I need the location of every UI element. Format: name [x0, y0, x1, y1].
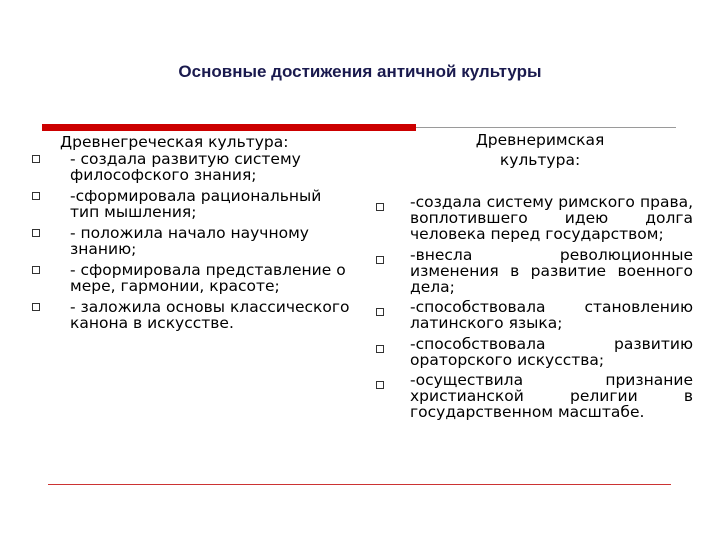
list-item-text: -осуществила признание христианской религии в государственном масштабе.: [410, 371, 693, 422]
list-item-text: - сформировала представление о мере, гармонии, красоте;: [70, 260, 346, 295]
list-item-text: - создала развитую систему философского знания;: [70, 149, 301, 184]
square-bullet-icon: [32, 266, 40, 274]
list-item: [44, 299, 354, 332]
list-item: [410, 336, 693, 368]
list-item: [44, 151, 354, 184]
list-item-text: -сформировала рациональный тип мышления;: [70, 186, 322, 221]
list-item-text: -создала систему римского права, воплотившего идею долга человека перед государством;: [410, 193, 693, 244]
roman-heading-line1: Древнеримская: [475, 131, 605, 149]
list-item: [44, 262, 354, 295]
square-bullet-icon: [376, 203, 384, 211]
square-bullet-icon: [376, 308, 384, 316]
list-item-text: -способствовала развитию ораторского искусства;: [410, 334, 693, 369]
square-bullet-icon: [32, 192, 40, 200]
roman-culture-list: [410, 194, 693, 421]
square-bullet-icon: [32, 229, 40, 237]
square-bullet-icon: [376, 256, 384, 264]
list-item-text: - положила начало научному знанию;: [70, 223, 309, 258]
accent-bar: [42, 124, 416, 131]
divider-line: [416, 127, 676, 128]
list-item-text: -внесла революционные изменения в развитие военного дела;: [410, 245, 693, 297]
greek-culture-list: [44, 134, 354, 332]
roman-heading: [410, 130, 670, 170]
list-item: [410, 372, 693, 421]
list-item: [410, 247, 693, 296]
list-item: [44, 188, 354, 221]
list-item: [410, 299, 693, 331]
square-bullet-icon: [376, 345, 384, 353]
slide-title: Основные достижения античной культуры: [178, 62, 542, 81]
square-bullet-icon: [32, 155, 40, 163]
list-item: [410, 194, 693, 243]
bottom-divider: [48, 484, 671, 485]
list-item-text: - заложила основы классического канона в искусстве.: [70, 297, 350, 332]
list-item-text: -способствовала становлению латинского языка;: [410, 298, 693, 333]
roman-heading-line2: культура:: [499, 151, 581, 169]
square-bullet-icon: [32, 303, 40, 311]
greek-heading: Древнегреческая культура:: [60, 133, 289, 151]
list-item: [44, 225, 354, 258]
square-bullet-icon: [376, 381, 384, 389]
